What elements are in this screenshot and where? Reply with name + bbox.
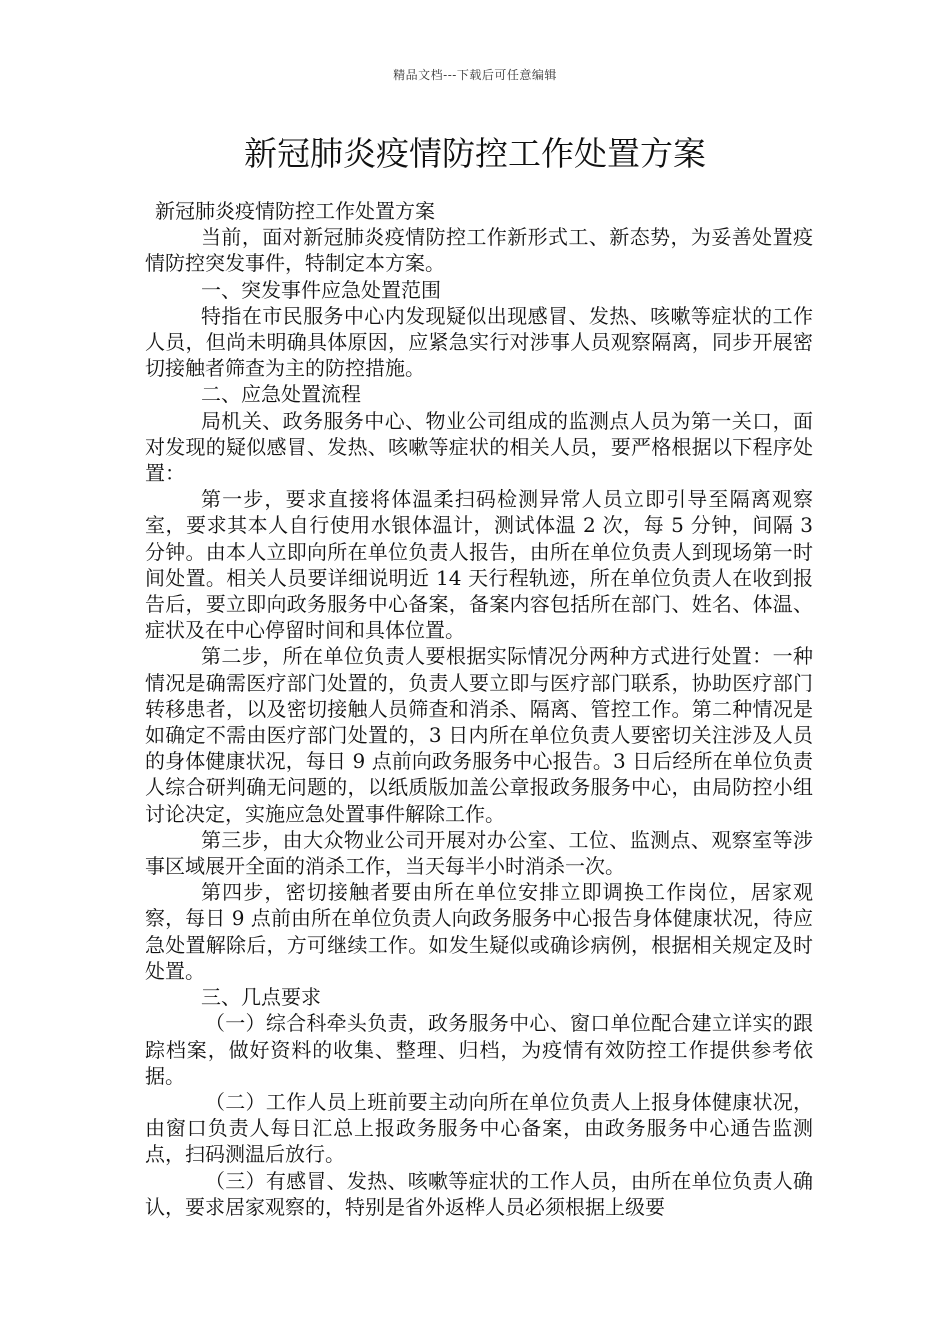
section-heading-procedure: 二、应急处置流程	[201, 382, 361, 407]
requirement-two-paragraph: （二）工作人员上班前要主动向所在单位负责人上报身体健康状况，由窗口负责人每日汇总上报政务服务中心备案，由政务服务中心通告监测点，扫码测温后放行。	[145, 1089, 813, 1167]
document-subtitle: 新冠肺炎疫情防控工作处置方案	[155, 199, 435, 223]
requirement-one-paragraph: （一）综合科牵头负责，政务服务中心、窗口单位配合建立详实的跟踪档案，做好资料的收集、整理、归档，为疫情有效防控工作提供参考依据。	[145, 1011, 813, 1088]
document-title: 新冠肺炎疫情防控工作处置方案	[244, 134, 706, 173]
step-three-paragraph: 第三步，由大众物业公司开展对办公室、工位、监测点、观察室等涉事区域展开全面的消杀工作，当天每半小时消杀一次。	[145, 827, 813, 879]
procedure-intro-paragraph: 局机关、政务服务中心、物业公司组成的监测点人员为第一关口，面对发现的疑似感冒、发热、咳嗽等症状的相关人员，要严格根据以下程序处置：	[145, 408, 813, 486]
step-one-paragraph: 第一步，要求直接将体温柔扫码检测异常人员立即引导至隔离观察室，要求其本人自行使用水银体温计，测试体温 2 次，每 5 分钟，间隔 3 分钟。由本人立即向所在单位负责人报告，由所在单位负责人到现场第一时间处置。相关人员要详细说明近 14 天行程轨迹，所在单位负责人在收到报告后，要立即向政务服务中心备案，备案内容包括所在部门、姓名、体温、症状及在中心停留时间和具体位置。	[145, 487, 813, 643]
section-heading-requirements: 三、几点要求	[201, 985, 321, 1010]
step-four-paragraph: 第四步，密切接触者要由所在单位安排立即调换工作岗位，居家观察，每日 9 点前由所在单位负责人向政务服务中心报告身体健康状况，待应急处置解除后，方可继续工作。如发生疑似或确诊病例，根据相关规定及时处置。	[145, 880, 813, 983]
document-header-note: 精品文档---下载后可任意编辑	[393, 68, 557, 82]
document-body	[145, 198, 813, 1220]
requirement-three-paragraph: （三）有感冒、发热、咳嗽等症状的工作人员，由所在单位负责人确认，要求居家观察的，特别是省外返桦人员必须根据上级要	[145, 1168, 813, 1219]
section-heading-scope: 一、突发事件应急处置范围	[201, 277, 441, 302]
intro-paragraph: 当前，面对新冠肺炎疫情防控工作新形式工、新态势，为妥善处置疫情防控突发事件，特制定本方案。	[145, 225, 813, 276]
step-two-paragraph: 第二步，所在单位负责人要根据实际情况分两种方式进行处置：一种情况是确需医疗部门处置的，负责人要立即与医疗部门联系，协助医疗部门转移患者，以及密切接触人员筛查和消杀、隔离、管控工作。第二种情况是如确定不需由医疗部门处置的，3 日内所在单位负责人要密切关注涉及人员的身体健康状况，每日 9 点前向政务服务中心报告。3 日后经所在单位负责人综合研判确无问题的，以纸质版加盖公章报政务服务中心，由局防控小组讨论决定，实施应急处置事件解除工作。	[145, 644, 813, 826]
scope-paragraph: 特指在市民服务中心内发现疑似出现感冒、发热、咳嗽等症状的工作人员，但尚未明确具体原因，应紧急实行对涉事人员观察隔离，同步开展密切接触者筛查为主的防控措施。	[145, 303, 813, 381]
